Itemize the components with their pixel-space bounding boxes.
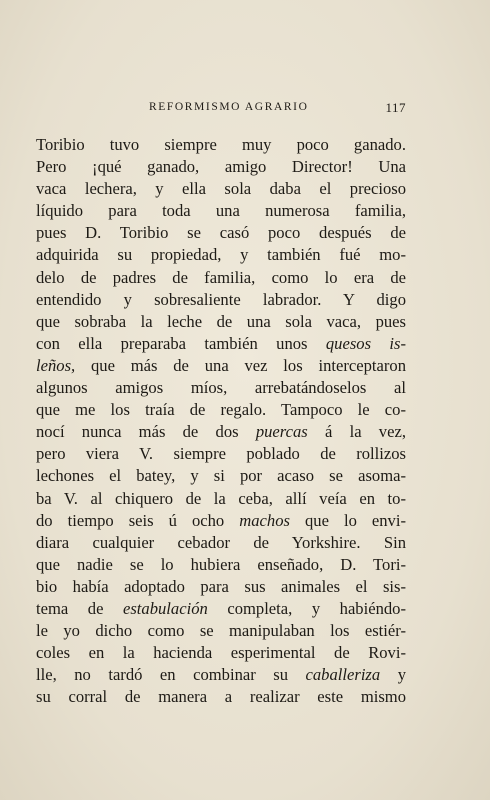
body-text bbox=[36, 134, 406, 708]
text-line: con ella preparaba también unos quesos is- bbox=[36, 333, 406, 353]
text-line: nocí nunca más de dos puercas á la vez, bbox=[36, 422, 406, 442]
text-line: bio había adoptado para sus animales el sis- bbox=[36, 576, 406, 596]
text-line: entendido y sobresaliente labrador. Y digo bbox=[36, 289, 406, 309]
italic-phrase: caballeriza bbox=[305, 665, 381, 685]
text-line: Toribio tuvo siempre muy poco ganado. bbox=[36, 135, 406, 154]
text-line: lle, no tardó en combinar su caballeriza y bbox=[36, 665, 406, 685]
text-line: do tiempo seis ú ocho machos que lo envi- bbox=[36, 510, 406, 530]
text-line: algunos amigos míos, arrebatándoselos al bbox=[36, 378, 406, 398]
text-line: su corral de manera a realizar este mismo bbox=[36, 687, 406, 707]
page-number: 117 bbox=[385, 100, 406, 115]
italic-phrase: estabulación bbox=[122, 598, 208, 618]
italic-phrase: quesos is- bbox=[325, 333, 406, 353]
text-line: diara cualquier cebador de Yorkshire. Sin bbox=[36, 532, 406, 552]
text-line: líquido para toda una numerosa familia, bbox=[36, 201, 406, 221]
text-line: que me los traía de regalo. Tampoco le co- bbox=[36, 400, 406, 420]
text-line: que nadie se lo hubiera enseñado, D. Tori- bbox=[36, 554, 406, 574]
text-line: adquirida su propiedad, y también fué mo- bbox=[36, 245, 406, 265]
text-line: Pero ¡qué ganado, amigo Director! Una bbox=[36, 157, 406, 177]
text-line: coles en la hacienda esperimental de Rovi- bbox=[36, 643, 406, 663]
text-line: delo de padres de familia, como lo era de bbox=[36, 267, 406, 287]
text-line: leños, que más de una vez los interceptaron bbox=[36, 355, 406, 375]
text-line: ba V. al chiquero de la ceba, allí veía en to- bbox=[36, 488, 406, 508]
page-header bbox=[36, 101, 406, 121]
italic-phrase: machos bbox=[239, 510, 290, 530]
text-line: tema de estabulación completa, y habiéndo- bbox=[36, 598, 406, 618]
text-line: pero viera V. siempre poblado de rollizos bbox=[36, 444, 406, 464]
italic-phrase: leños, bbox=[36, 355, 76, 375]
running-title: REFORMISMO AGRARIO bbox=[149, 101, 309, 113]
text-line: le yo dicho como se manipulaban los estiér- bbox=[36, 621, 406, 641]
italic-phrase: puercas bbox=[255, 422, 308, 442]
text-line: lechones el batey, y si por acaso se asoma- bbox=[36, 466, 406, 486]
text-line: que sobraba la leche de una sola vaca, pues bbox=[36, 311, 406, 331]
text-line: pues D. Toribio se casó poco después de bbox=[36, 223, 406, 243]
text-line: vaca lechera, y ella sola daba el precioso bbox=[36, 179, 406, 199]
